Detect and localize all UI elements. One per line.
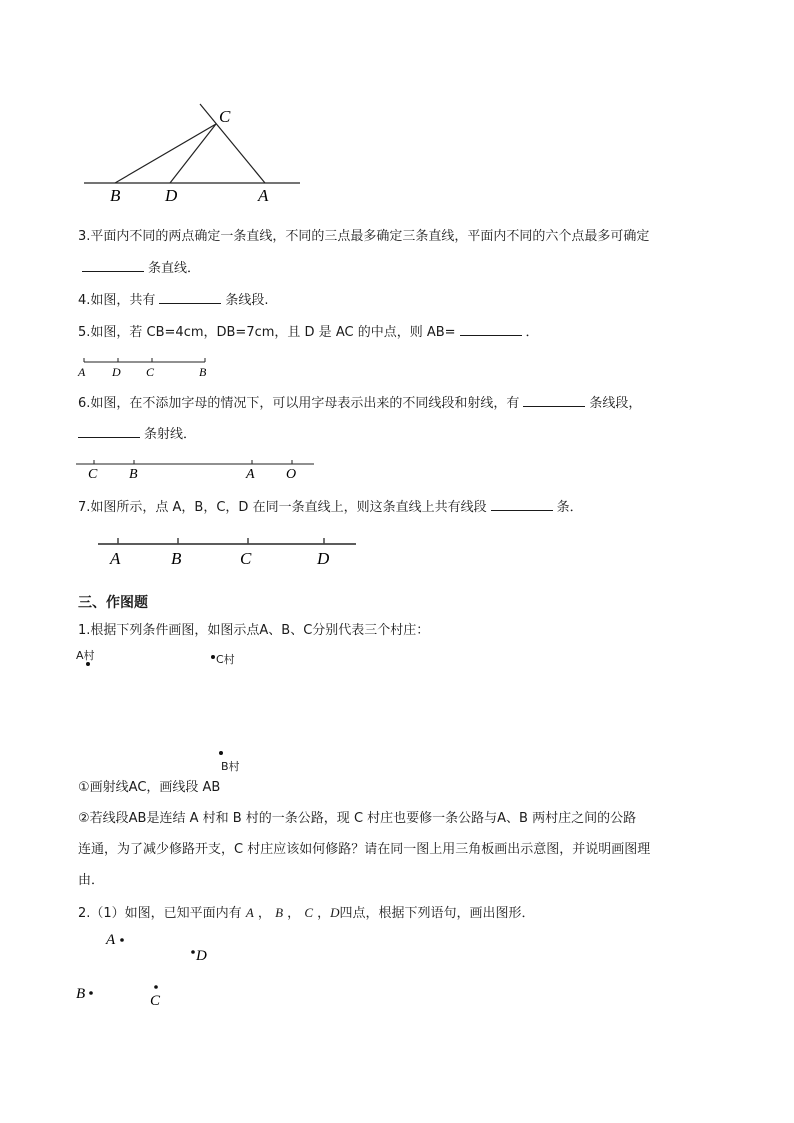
p2-intro-prefix: 2.（1）如图，已知平面内有 (78, 906, 242, 921)
p1-task1: ①画射线AC，画线段 AB (78, 780, 221, 795)
p2-point-a: A (245, 905, 254, 920)
p2-point-d: D (330, 905, 340, 920)
q7-answer-blank[interactable] (491, 497, 553, 511)
q5-line (78, 322, 539, 343)
q6-line2-suffix: 条射线． (144, 427, 197, 442)
q6-line1 (78, 393, 641, 414)
q7-prefix: 7.如图所示，点 A，B，C，D 在同一条直线上，则这条直线上共有线段 (78, 500, 487, 515)
q6-line1-prefix: 6.如图，在不添加字母的情况下，可以用字母表示出来的不同线段和射线，有 (78, 396, 520, 411)
p2-label-a: A (106, 932, 116, 948)
q5-answer-blank[interactable] (460, 322, 522, 336)
village-a-dot (86, 662, 90, 666)
p1-intro: 1.根据下列条件画图，如图示点A、B、C分别代表三个村庄： (78, 623, 430, 638)
q6-label-a: A (246, 467, 255, 482)
village-b-label: B村 (221, 760, 240, 773)
q5-figure (78, 352, 218, 380)
p2-intro-suffix: 四点，根据下列语句，画出图形． (339, 906, 535, 921)
label-d: D (165, 186, 178, 205)
q3-line2-suffix: 条直线． (148, 261, 201, 276)
village-c-dot (211, 655, 215, 659)
section-title: 三、作图题 (78, 595, 148, 611)
q4-suffix: 条线段. (225, 293, 269, 308)
q6-line2 (78, 424, 196, 445)
q5-label-a: A (78, 365, 86, 379)
triangle-figure (80, 100, 310, 210)
q7-figure (98, 535, 363, 569)
label-c: C (219, 107, 231, 126)
q3-line1: 3.平面内不同的两点确定一条直线，不同的三点最多确定三条直线，平面内不同的六个点最多可确定 (78, 229, 650, 244)
q4-prefix: 4.如图，共有 (78, 293, 156, 308)
p2-label-c: C (150, 993, 161, 1009)
q3-line2 (78, 258, 200, 279)
village-a-label: A村 (76, 649, 95, 662)
village-c-label: C村 (216, 653, 235, 666)
q6-figure (76, 455, 321, 483)
label-a: A (258, 186, 269, 205)
q7-suffix: 条． (556, 500, 583, 515)
q5-label-d: D (112, 365, 121, 379)
label-b: B (110, 186, 121, 205)
village-b-dot (219, 751, 223, 755)
q5-prefix: 5.如图，若 CB=4cm，DB=7cm，且 D 是 AC 的中点，则 AB= (78, 325, 456, 340)
p2-point-b: B (275, 905, 284, 920)
p2-label-d: D (196, 948, 207, 964)
p2-dot-a (120, 938, 124, 942)
p2-point-c: C (304, 905, 313, 920)
p2-dot-c (154, 985, 158, 989)
p2-sep-1: ， (257, 906, 271, 921)
segment-cb (115, 124, 216, 183)
p2-intro (78, 903, 535, 924)
q6-line1-suffix: 条线段， (589, 396, 642, 411)
q7-label-d: D (317, 549, 330, 568)
p2-label-b: B (76, 986, 86, 1002)
q5-label-c: C (146, 365, 155, 379)
q6-answer-blank-1[interactable] (523, 393, 585, 407)
q6-label-c: C (88, 467, 98, 482)
p2-sep-3: ， (317, 906, 331, 921)
q4-answer-blank[interactable] (159, 290, 221, 304)
p2-points-figure (74, 925, 214, 1010)
q5-label-b: B (199, 365, 207, 379)
q4-line (78, 290, 269, 311)
q7-label-a: A (110, 549, 121, 568)
p1-task2-line3: 由． (78, 873, 105, 888)
q7-label-b: B (171, 549, 182, 568)
segment-ca (200, 104, 265, 183)
q6-label-b: B (129, 467, 138, 482)
p1-task2-line2: 连通，为了减少修路开支，C 村庄应该如何修路？请在同一图上用三角板画出示意图，并说明画图理 (78, 842, 651, 857)
q7-label-c: C (240, 549, 252, 568)
p2-dot-d (191, 950, 195, 954)
q6-label-o: O (286, 467, 297, 482)
q7-line (78, 497, 583, 518)
segment-cd (170, 124, 216, 183)
p1-task2-line1: ②若线段AB是连结 A 村和 B 村的一条公路，现 C 村庄也要修一条公路与A、B 两村庄之间的公路 (78, 811, 637, 826)
p2-dot-b (89, 991, 93, 995)
q5-suffix: ． (525, 325, 539, 340)
q3-answer-blank[interactable] (82, 258, 144, 272)
q6-answer-blank-2[interactable] (78, 424, 140, 438)
p2-sep-2: ， (287, 906, 301, 921)
